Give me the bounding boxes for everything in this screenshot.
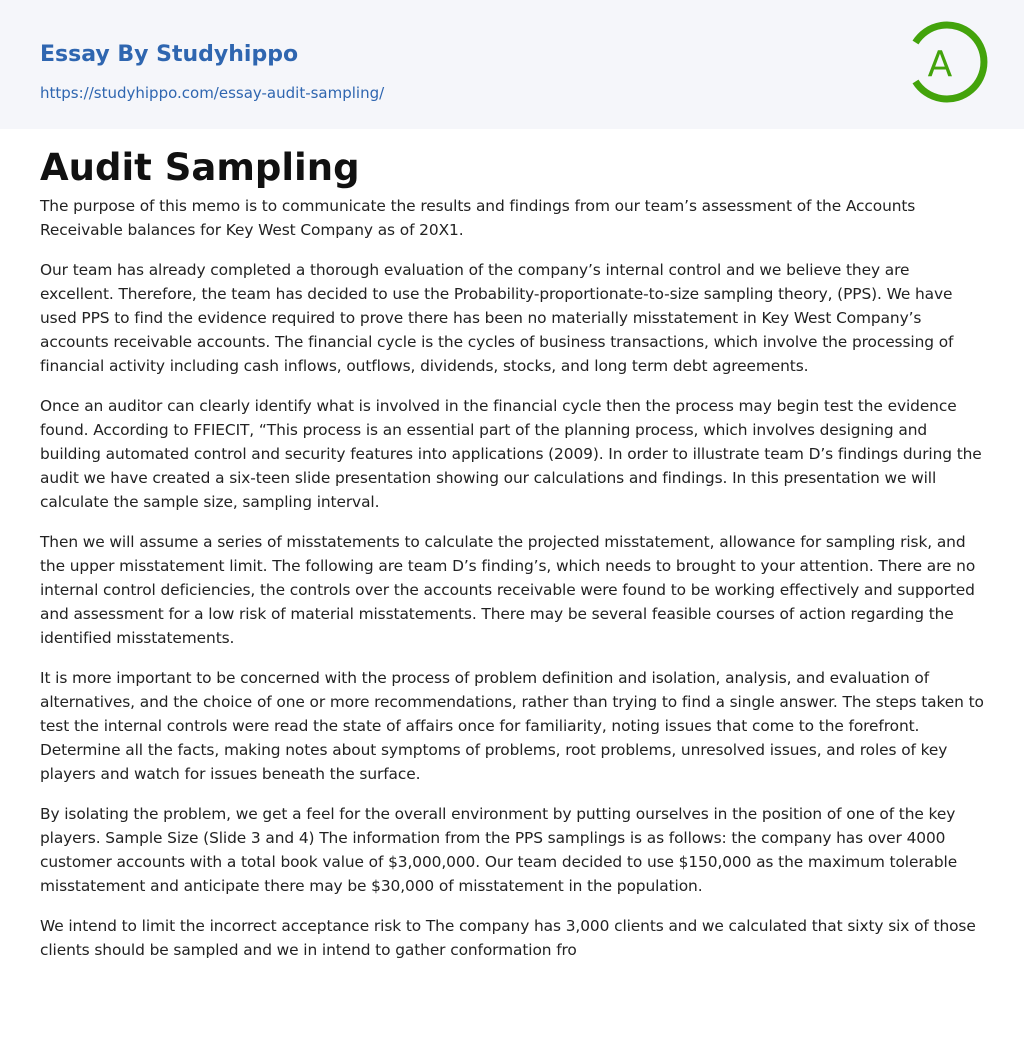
studyhippo-logo-icon[interactable] bbox=[905, 20, 989, 104]
brand-title: Essay By Studyhippo bbox=[40, 42, 299, 67]
paragraph: We intend to limit the incorrect acceptance risk to The company has 3,000 clients and we calculated that sixty six of those clients should be sampled and we in intend to gather conformation fro bbox=[40, 917, 976, 959]
paragraph: The purpose of this memo is to communicate the results and findings from our team’s assessment of the Accounts Receivable balances for Key West Company as of 20X1. bbox=[40, 197, 916, 239]
paragraph: Then we will assume a series of misstatements to calculate the projected misstatement, allowance for sampling risk, and the upper misstatement limit. The following are team D’s finding’s, which needs to brought to your attention. There are no internal control deficiencies, the controls over the accounts receivable were found to be working effectively and supported and assessment for a low risk of material misstatements. There may be several feasible courses of action regarding the identified misstatements. bbox=[40, 533, 976, 647]
paragraph: Once an auditor can clearly identify what is involved in the financial cycle then the process may begin test the evidence found. According to FFIECIT, “This process is an essential part of the planning process, which involves designing and building automated control and security features into applications (2009). In order to illustrate team D’s findings during the audit we have created a six-teen slide presentation showing our calculations and findings. In this presentation we will calculate the sample size, sampling interval. bbox=[40, 397, 982, 511]
essay-url-link[interactable]: https://studyhippo.com/essay-audit-sampling/ bbox=[40, 84, 385, 102]
essay-body bbox=[40, 194, 986, 978]
paragraph: It is more important to be concerned with the process of problem definition and isolation, analysis, and evaluation of alternatives, and the choice of one or more recommendations, rather than trying to find a single answer. The steps taken to test the internal controls were read the state of affairs once for familiarity, noting issues that come to the forefront. Determine all the facts, making notes about symptoms of problems, root problems, unresolved issues, and roles of key players and watch for issues beneath the surface. bbox=[40, 669, 984, 783]
page-title: Audit Sampling bbox=[40, 146, 360, 189]
svg-text:A: A bbox=[927, 44, 953, 85]
paragraph: By isolating the problem, we get a feel for the overall environment by putting ourselves in the position of one of the key players. Sample Size (Slide 3 and 4) The information from the PPS samplings is as follows: the company has over 4000 customer accounts with a total book value of $3,000,000. Our team decided to use $150,000 as the maximum tolerable misstatement and anticipate there may be $30,000 of misstatement in the population. bbox=[40, 805, 958, 895]
paragraph: Our team has already completed a thorough evaluation of the company’s internal control and we believe they are excellent. Therefore, the team has decided to use the Probability-proportionate-to-size sampling theory, (PPS). We have used PPS to find the evidence required to prove there has been no materially misstatement in Key West Company’s accounts receivable accounts. The financial cycle is the cycles of business transactions, which involve the processing of financial activity including cash inflows, outflows, dividends, stocks, and long term debt agreements. bbox=[40, 261, 954, 375]
